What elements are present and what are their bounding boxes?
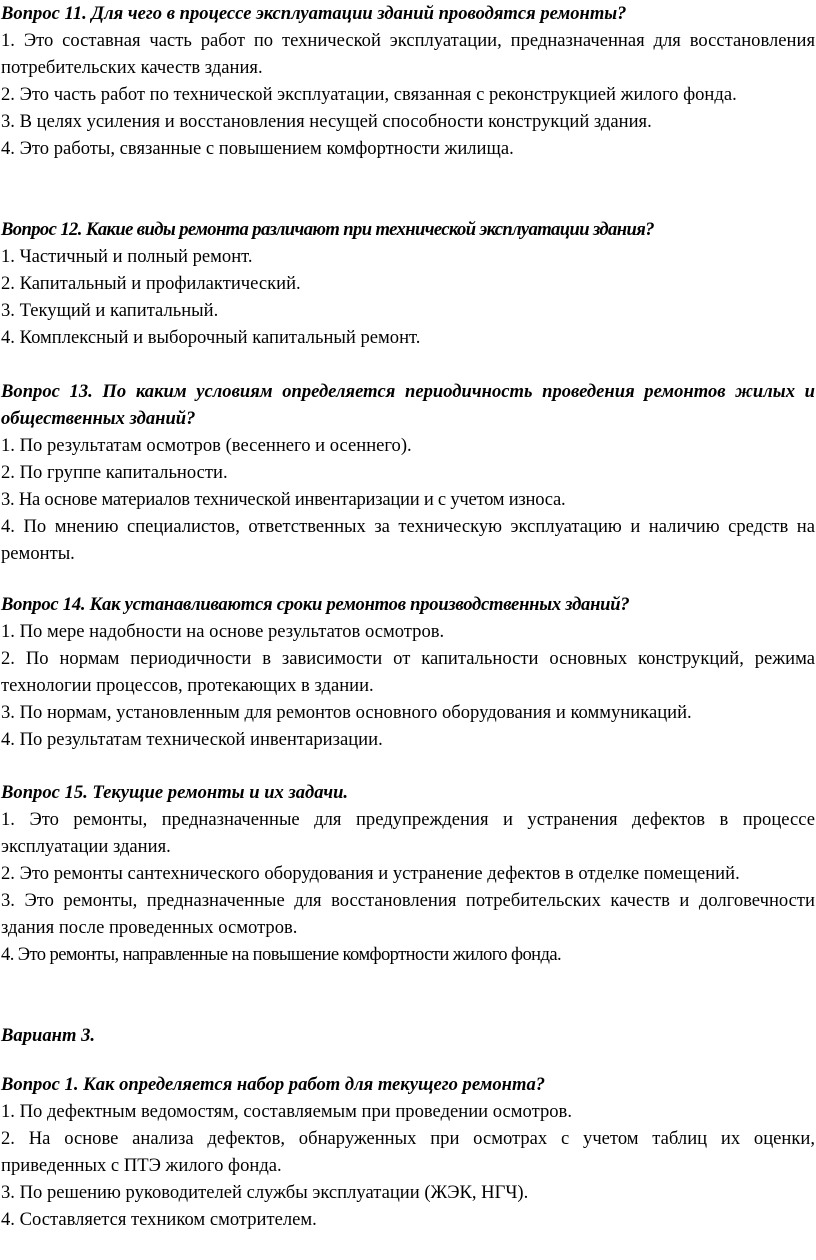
question-block-14 bbox=[1, 591, 815, 753]
question-title: Вопрос 1. Как определяется набор работ для текущего ремонта? bbox=[1, 1074, 546, 1095]
question-title: Вопрос 13. По каким условиям определяется периодичность проведения ремонтов жилых и общественных зданий? bbox=[1, 381, 815, 429]
question-title: Вопрос 12. Какие виды ремонта различают при технической эксплуатации здания? bbox=[1, 219, 654, 240]
question-block-15 bbox=[1, 779, 815, 968]
variant-title: Вариант 3. bbox=[1, 1025, 96, 1046]
variant-heading-block bbox=[1, 1022, 815, 1049]
answer-option: 2. Это часть работ по технической эксплуатации, связанная с реконструкцией жилого фонда. bbox=[1, 84, 737, 105]
question-block-11 bbox=[1, 0, 815, 162]
variant-question-block-1 bbox=[1, 1071, 815, 1233]
answer-option: 4. По результатам технической инвентаризации. bbox=[1, 729, 383, 750]
answer-option: 2. По группе капитальности. bbox=[1, 462, 228, 483]
answer-option: 3. По решению руководителей службы эксплуатации (ЖЭК, НГЧ). bbox=[1, 1182, 529, 1203]
answer-option: 1. По результатам осмотров (весеннего и осеннего). bbox=[1, 435, 412, 456]
answer-option: 1. Это составная часть работ по технической эксплуатации, предназначенная для восстановления потребительских качеств здания. bbox=[1, 30, 815, 78]
answer-option: 1. По мере надобности на основе результатов осмотров. bbox=[1, 621, 445, 642]
question-block-12 bbox=[1, 216, 815, 351]
answer-option: 1. Частичный и полный ремонт. bbox=[1, 246, 253, 267]
question-block-13 bbox=[1, 378, 815, 567]
question-title: Вопрос 11. Для чего в процессе эксплуатации зданий проводятся ремонты? bbox=[1, 3, 627, 24]
answer-option: 2. Это ремонты сантехнического оборудования и устранение дефектов в отделке помещений. bbox=[1, 863, 740, 884]
question-title: Вопрос 15. Текущие ремонты и их задачи. bbox=[1, 782, 349, 803]
answer-option: 3. Текущий и капитальный. bbox=[1, 300, 219, 321]
answer-option: 4. По мнению специалистов, ответственных за техническую эксплуатацию и наличию средств на ремонты. bbox=[1, 516, 815, 564]
answer-option: 2. На основе анализа дефектов, обнаруженных при осмотрах с учетом таблиц их оценки, приведенных с ПТЭ жилого фонда. bbox=[1, 1128, 815, 1176]
answer-option: 1. По дефектным ведомостям, составляемым при проведении осмотров. bbox=[1, 1101, 572, 1122]
answer-option: 4. Это работы, связанные с повышением комфортности жилища. bbox=[1, 138, 514, 159]
answer-option: 3. На основе материалов технической инвентаризации и с учетом износа. bbox=[1, 489, 566, 510]
answer-option: 2. По нормам периодичности в зависимости от капитальности основных конструкций, режима технологии процессов, протекающих в здании. bbox=[1, 648, 815, 696]
answer-option: 3. В целях усиления и восстановления несущей способности конструкций здания. bbox=[1, 111, 652, 132]
question-title: Вопрос 14. Как устанавливаются сроки ремонтов производственных зданий? bbox=[1, 594, 630, 615]
answer-option: 2. Капитальный и профилактический. bbox=[1, 273, 301, 294]
answer-option: 3. По нормам, установленным для ремонтов основного оборудования и коммуникаций. bbox=[1, 702, 692, 723]
answer-option: 1. Это ремонты, предназначенные для предупреждения и устранения дефектов в процессе эксплуатации здания. bbox=[1, 809, 815, 857]
answer-option: 4. Составляется техником смотрителем. bbox=[1, 1209, 317, 1230]
answer-option: 4. Комплексный и выборочный капитальный ремонт. bbox=[1, 327, 421, 348]
answer-option: 4. Это ремонты, направленные на повышение комфортности жилого фонда. bbox=[1, 944, 562, 965]
answer-option: 3. Это ремонты, предназначенные для восстановления потребительских качеств и долговечности здания после проведенных осмотров. bbox=[1, 890, 815, 938]
